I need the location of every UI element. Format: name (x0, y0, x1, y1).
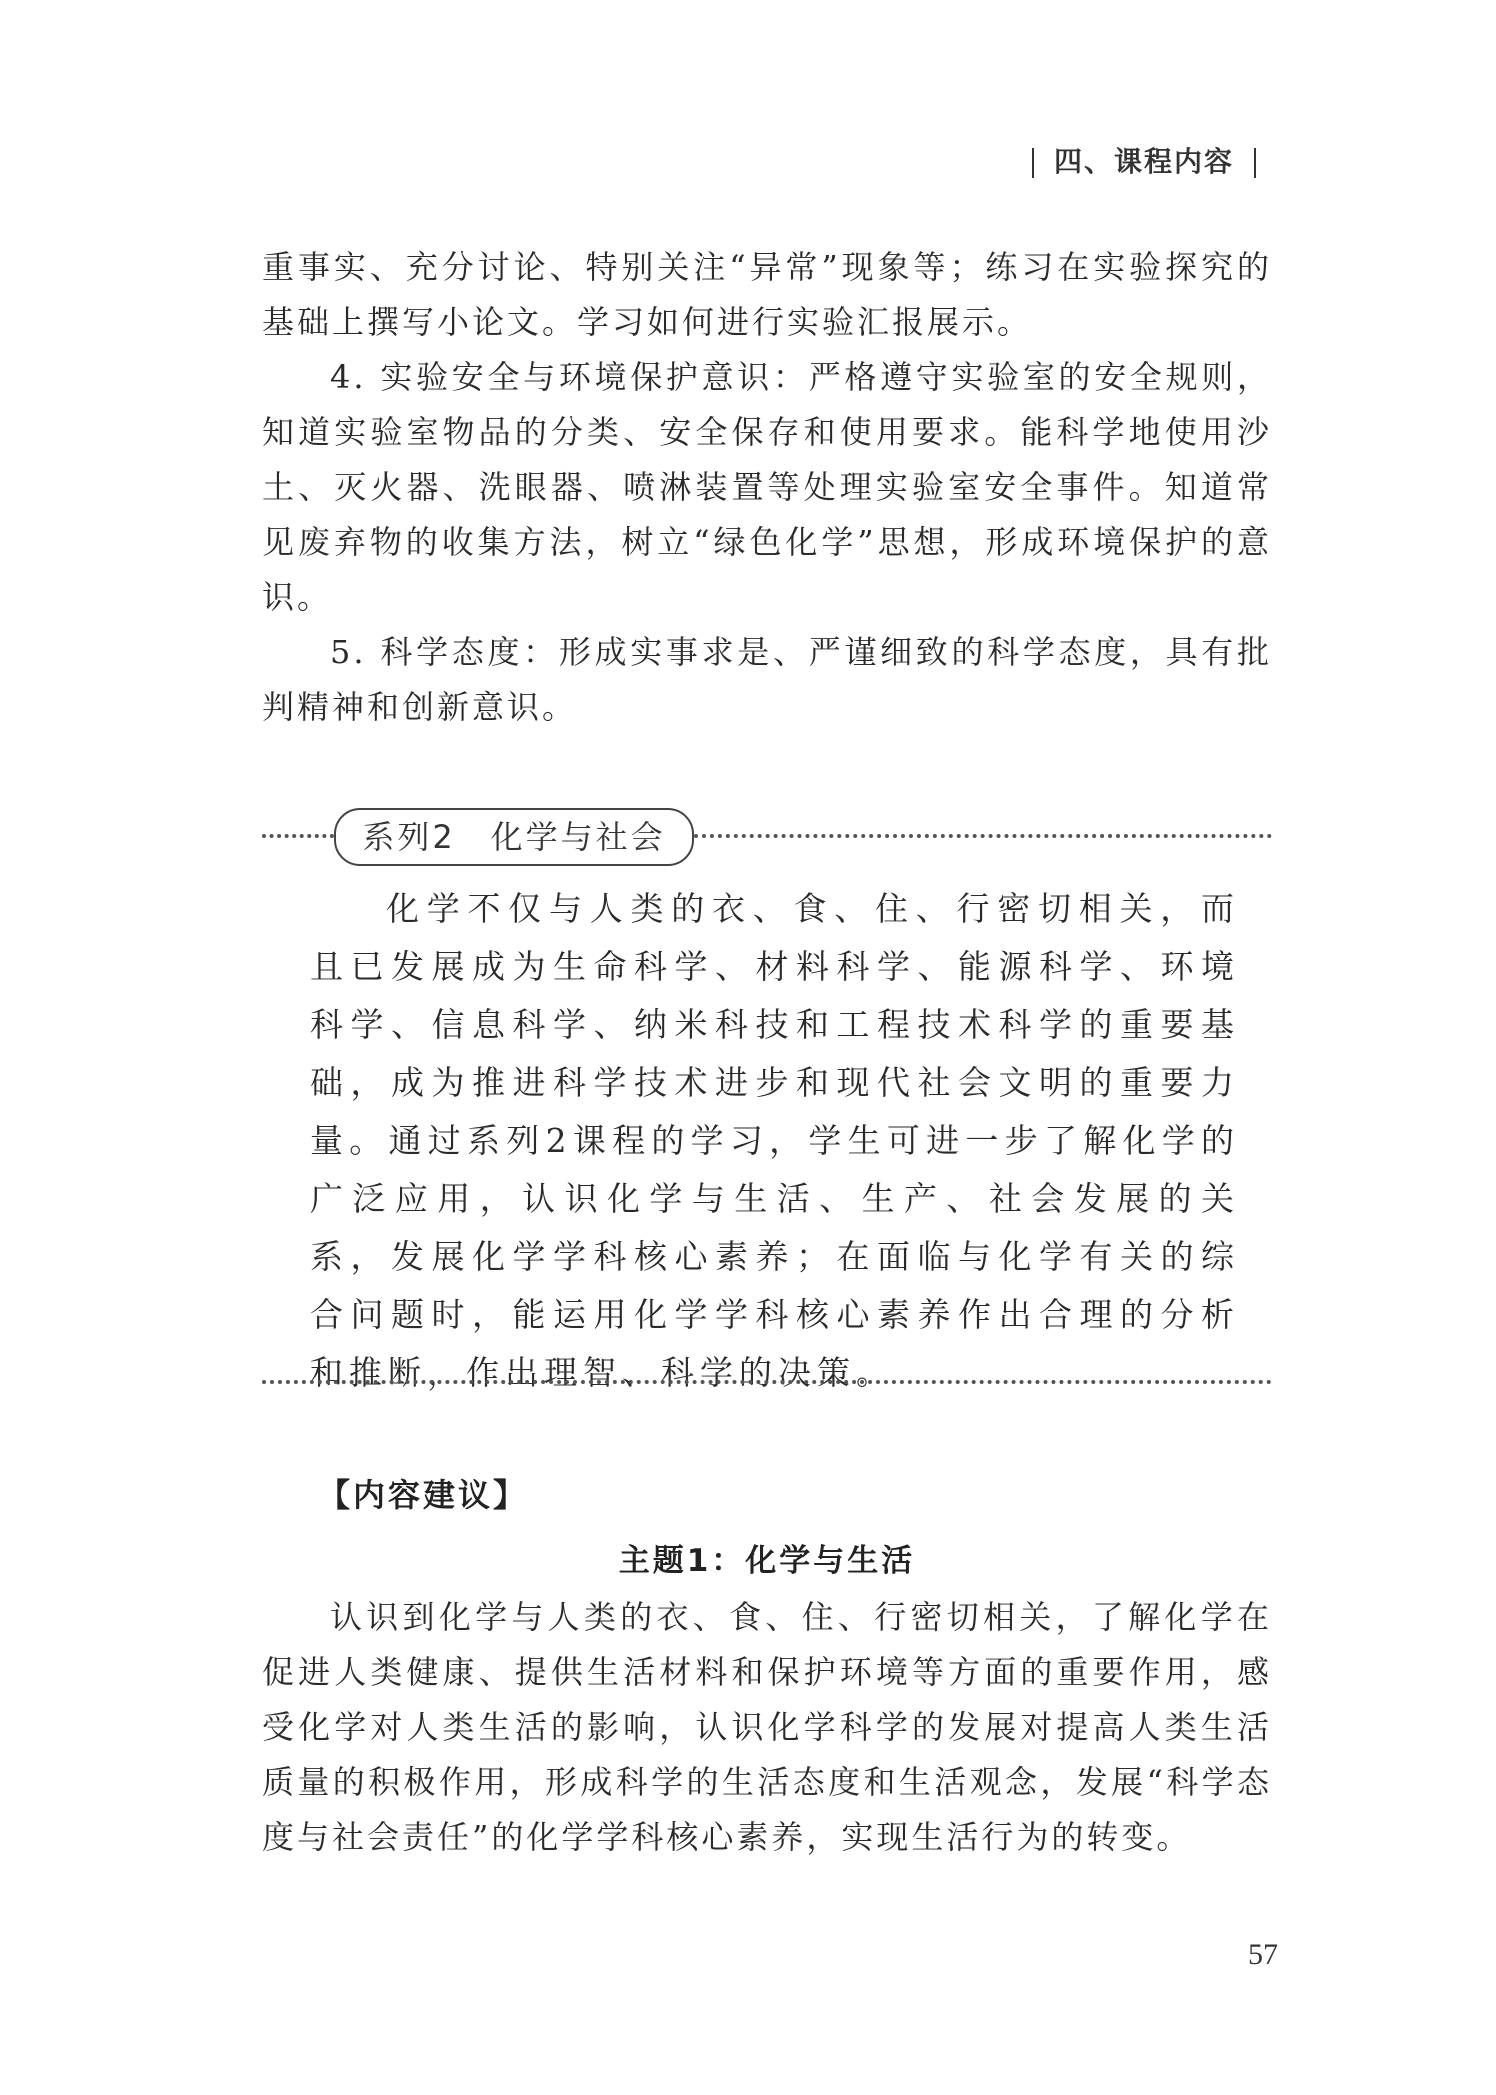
header-section-title: 四、课程内容 (1053, 145, 1234, 178)
page-number: 57 (1248, 1938, 1278, 1971)
header-divider-left (1032, 148, 1034, 178)
series-overview-box (262, 800, 1272, 1400)
dotted-rule-left (262, 834, 334, 838)
topic-paragraph: 认识到化学与人类的衣、食、住、行密切相关，了解化学在促进人类健康、提供生活材料和保护环境等方面的重要作用，感受化学对人类生活的影响，认识化学科学的发展对提高人类生活质量的积极作用，形成科学的生活态度和生活观念，发展“科学态度与社会责任”的化学学科核心素养，实现生活行为的转变。 (262, 1598, 1272, 1856)
running-header (1012, 140, 1276, 180)
paragraph-lab-safety: 4. 实验安全与环境保护意识：严格遵守实验室的安全规则，知道实验室物品的分类、安全保存和使用要求。能科学地使用沙土、灭火器、洗眼器、喷淋装置等处理实验室安全事件。知道常见废弃物的收集方法，树立“绿色化学”思想，形成环境保护的意识。 (262, 358, 1272, 616)
series-description (310, 880, 1240, 1402)
paragraph-scientific-attitude: 5. 科学态度：形成实事求是、严谨细致的科学态度，具有批判精神和创新意识。 (262, 633, 1272, 726)
intro-text (262, 240, 1272, 735)
paragraph-continued: 重事实、充分讨论、特别关注“异常”现象等；练习在实验探究的基础上撰写小论文。学习如何进行实验汇报展示。 (262, 248, 1272, 341)
header-divider-right (1254, 148, 1256, 178)
series-label: 系列2 化学与社会 (334, 808, 694, 866)
dotted-rule-right (694, 834, 1272, 838)
dotted-rule-bottom (262, 1380, 1272, 1384)
topic-text (262, 1590, 1272, 1865)
series-description-paragraph: 化学不仅与人类的衣、食、住、行密切相关，而且已发展成为生命科学、材料科学、能源科学、环境科学、信息科学、纳米科技和工程技术科学的重要基础，成为推进科学技术进步和现代社会文明的重要力量。通过系列2课程的学习，学生可进一步了解化学的广泛应用，认识化学与生活、生产、社会发展的关系，发展化学学科核心素养；在面临与化学有关的综合问题时，能运用化学学科核心素养作出合理的分析和推断，作出理智、科学的决策。 (310, 889, 1240, 1392)
section-heading: 【内容建议】 (318, 1476, 529, 1514)
topic-title: 主题1：化学与生活 (618, 1543, 916, 1579)
